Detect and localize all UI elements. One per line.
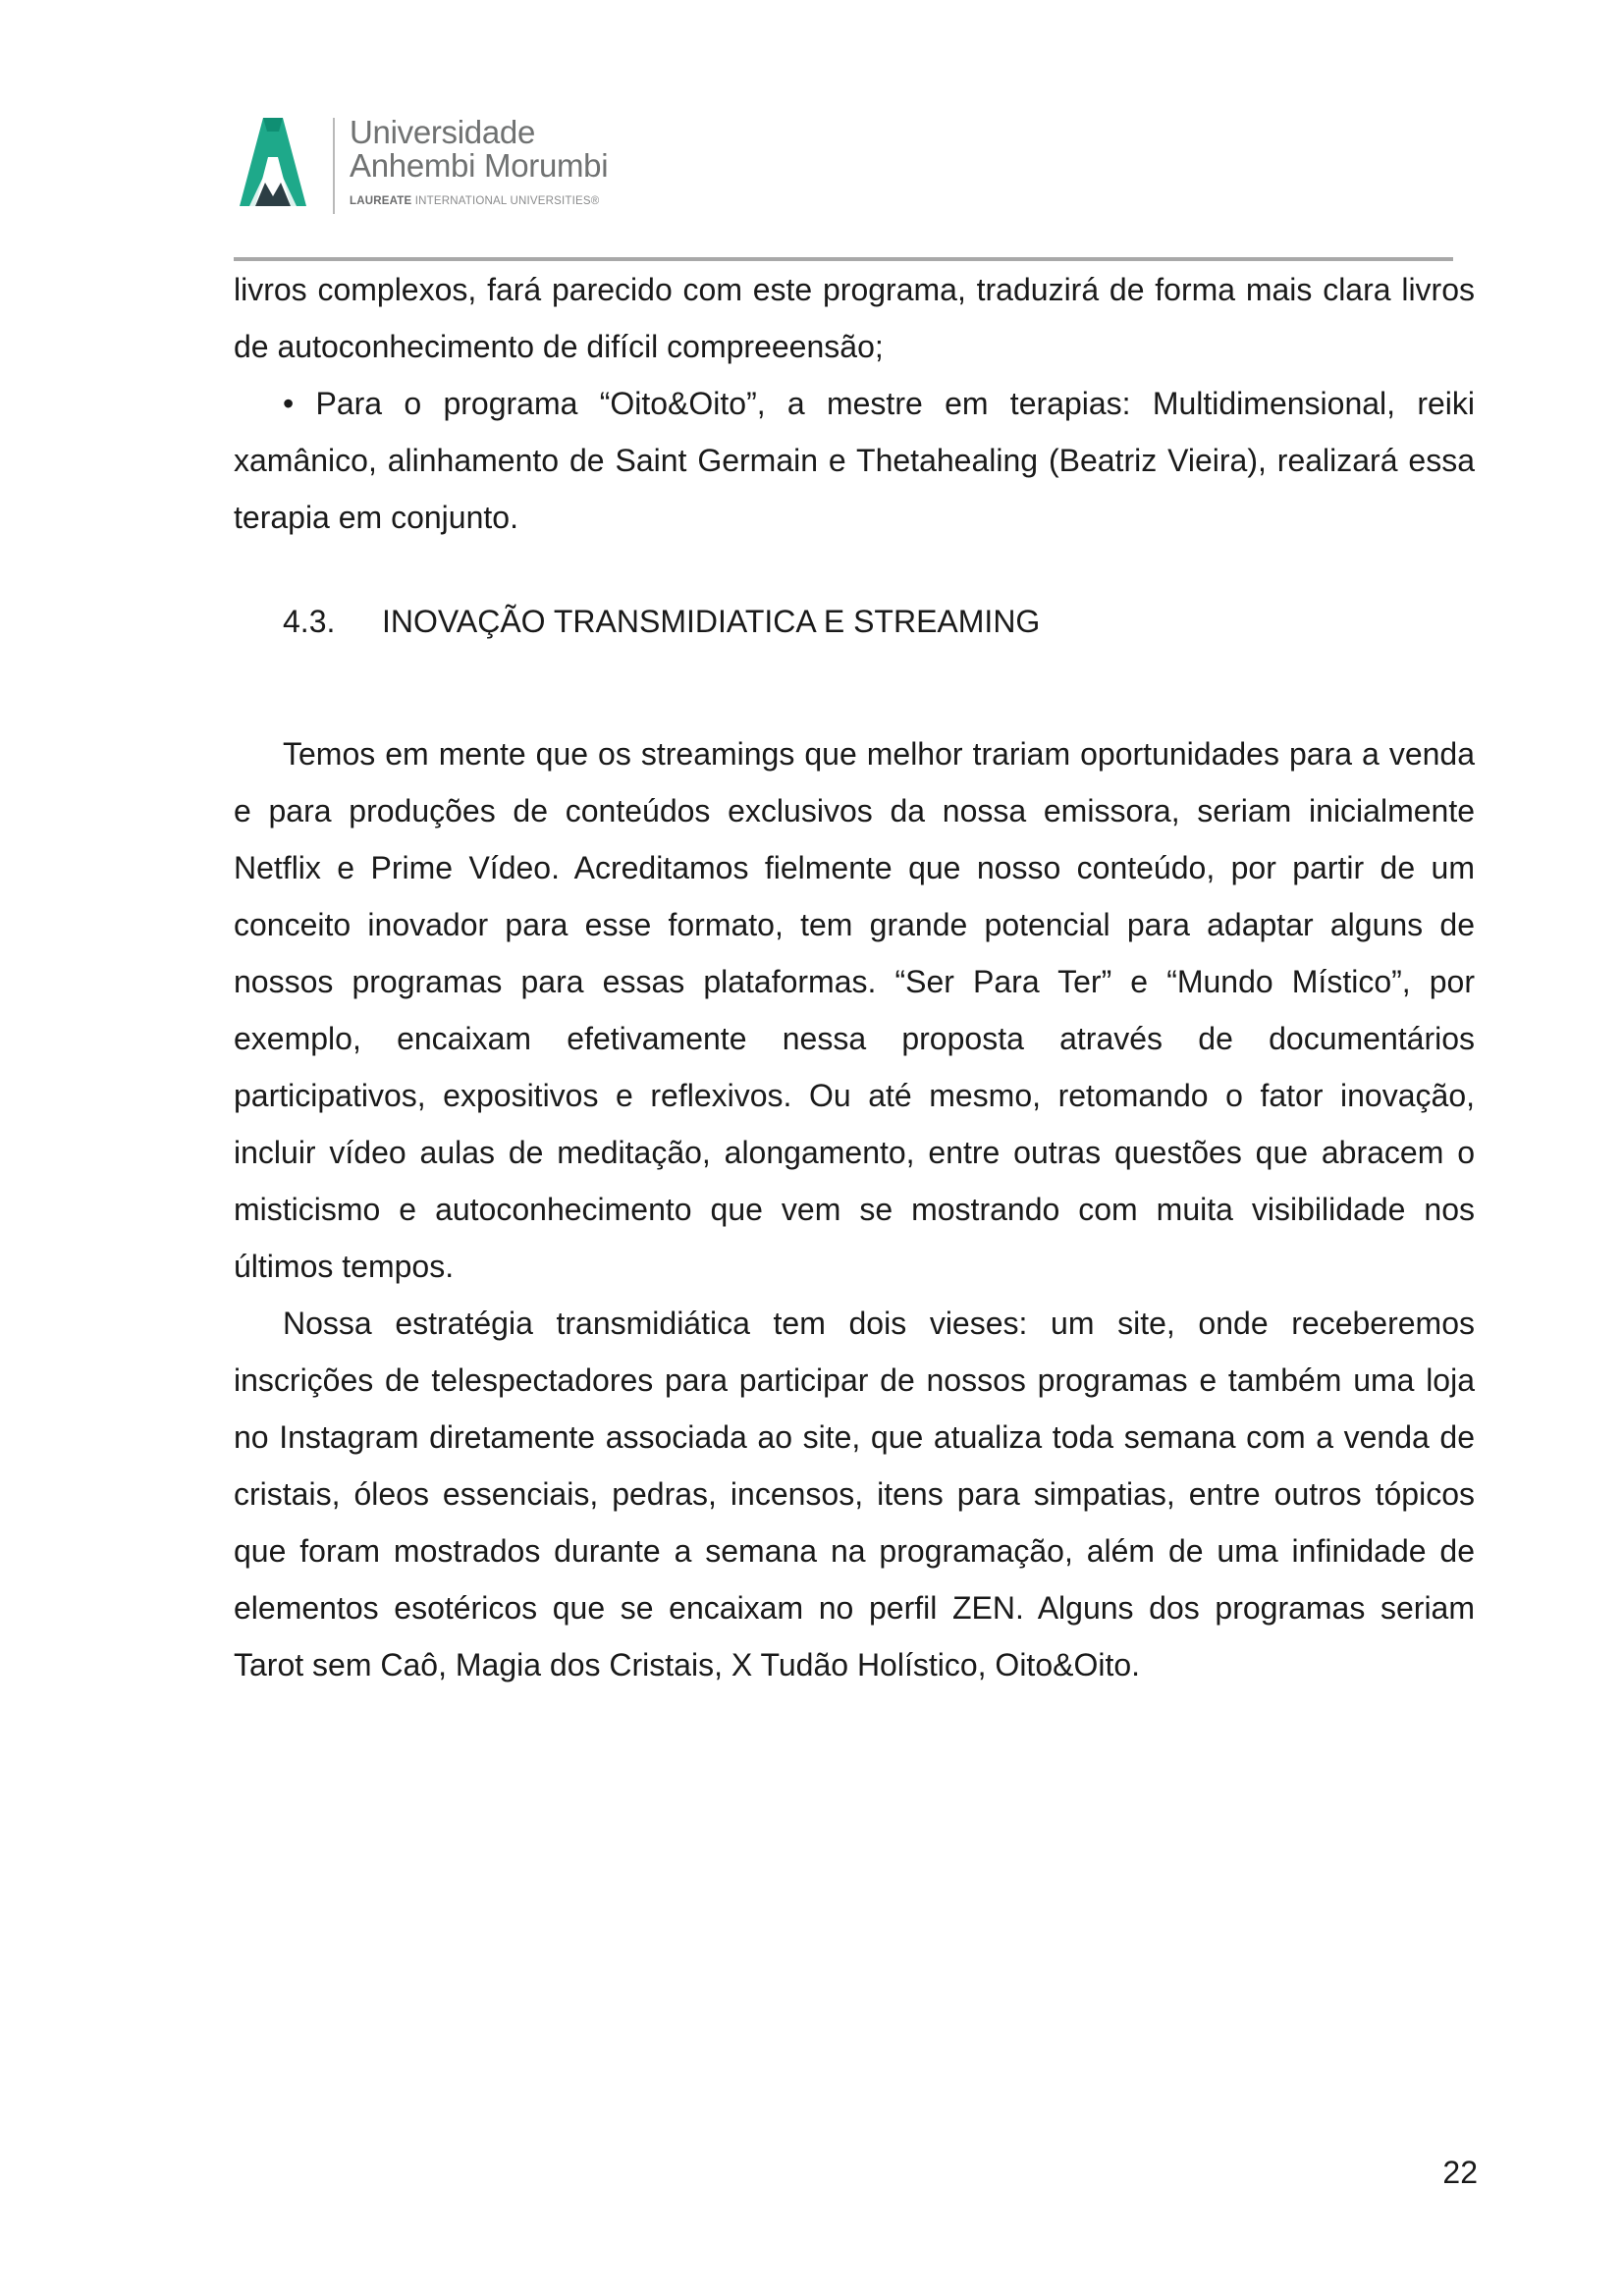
logo-university-label: Universidade xyxy=(350,114,536,150)
logo-laureate-tagline xyxy=(350,195,644,207)
logo-laureate-bold: LAUREATE xyxy=(350,195,412,207)
paragraph-strategy: Nossa estratégia transmidiática tem dois vieses: um site, onde receberemos inscrições de telespectadores para participar de nossos programas e também uma loja no Instagram diretamente associada ao site, que atualiza toda semana com a venda de cristais, óleos essenciais, pedras, incensos, itens para simpatias, entre outros tópicos que foram mostrados durante a semana na programação, além de uma infinidade de elementos esotéricos que se encaixam no perfil ZEN. Alguns dos programas seriam Tarot sem Caô, Magia dos Cristais, X Tudão Holístico, Oito&Oito. xyxy=(234,1306,1475,1682)
university-logo-mark-icon xyxy=(234,118,312,206)
paragraph-streaming: Temos em mente que os streamings que melhor trariam oportunidades para a venda e para produções de conteúdos exclusivos da nossa emissora, seriam inicialmente Netflix e Prime Vídeo. Acreditamos fielmente que nosso conteúdo, por partir de um conceito inovador para esse formato, tem grande potencial para adaptar alguns de nossos programas para essas plataformas. “Ser Para Ter” e “Mundo Místico”, por exemplo, encaixam efetivamente nessa proposta através de documentários participativos, expositivos e reflexivos. Ou até mesmo, retomando o fator inovação, incluir vídeo aulas de meditação, alongamento, entre outras questões que abracem o misticismo e autoconhecimento que vem se mostrando com muita visibilidade nos últimos tempos. xyxy=(234,736,1475,1284)
logo-registered-mark: ® xyxy=(590,195,600,207)
section-title: INOVAÇÃO TRANSMIDIATICA E STREAMING xyxy=(382,604,1041,639)
logo-text xyxy=(350,116,644,207)
section-number: 4.3. xyxy=(283,604,336,639)
document-body xyxy=(234,261,1475,1693)
paragraph-continuation: livros complexos, fará parecido com este programa, traduzirá de forma mais clara livros de autoconhecimento de difícil compreeensão; xyxy=(234,272,1475,364)
logo-divider xyxy=(333,118,335,214)
university-logo xyxy=(234,98,631,221)
logo-laureate-rest: INTERNATIONAL UNIVERSITIES xyxy=(414,195,591,207)
paragraph-bullet: • Para o programa “Oito&Oito”, a mestre em terapias: Multidimensional, reiki xamânico, alinhamento de Saint Germain e Thetahealing (Beatriz Vieira), realizará essa terapia em conjunto. xyxy=(234,386,1475,535)
logo-university-name: Anhembi Morumbi xyxy=(350,147,609,184)
page-number: 22 xyxy=(1442,2155,1478,2190)
section-heading xyxy=(234,593,1475,650)
